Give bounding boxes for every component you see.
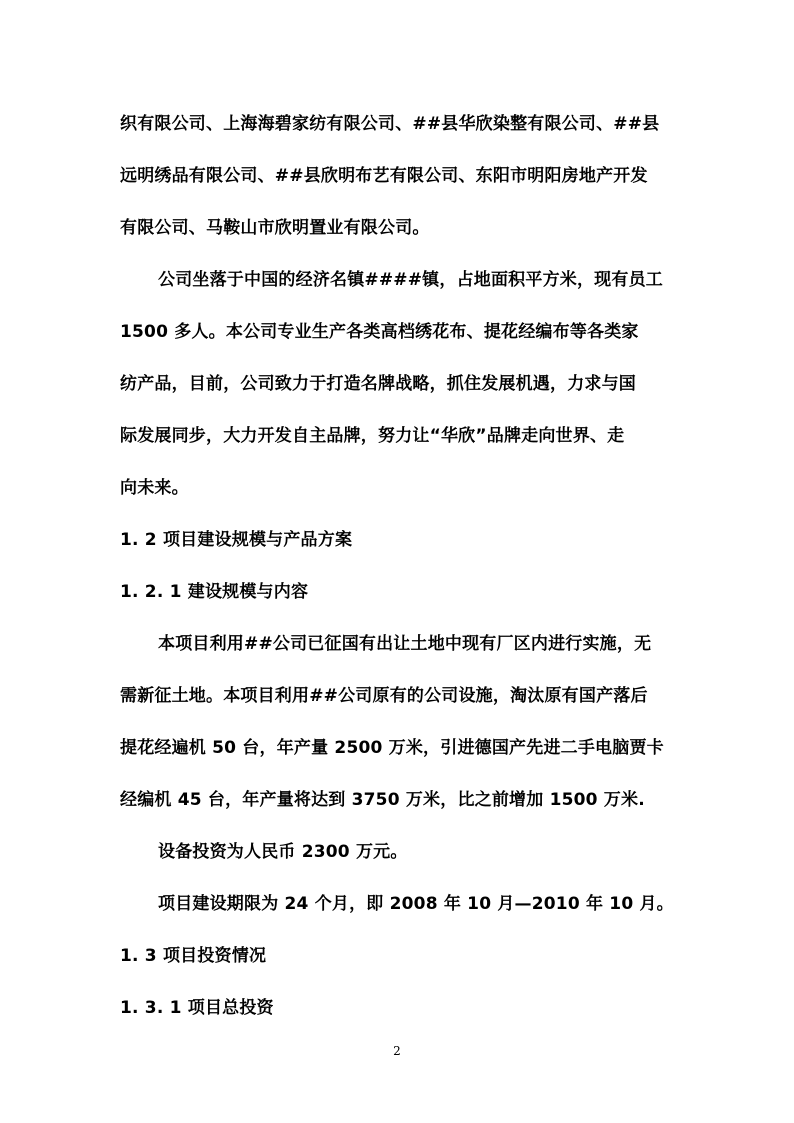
- equipment-investment-line: 设备投资为人民币 2300 万元。: [158, 842, 408, 862]
- section-heading-1-2-1: 1. 2. 1 建设规模与内容: [120, 582, 309, 602]
- body-line-7: 际发展同步，大力开发自主品牌，努力让“华欣”品牌走向世界、走: [120, 426, 625, 446]
- body-line-6: 纺产品，目前，公司致力于打造名牌战略，抓住发展机遇，力求与国: [120, 374, 636, 394]
- page-number: 2: [393, 1044, 401, 1058]
- body-line-2: 远明绣品有限公司、##县欣明布艺有限公司、东阳市明阳房地产开发: [120, 166, 648, 186]
- body-line-8: 向未来。: [120, 478, 189, 498]
- construction-period-line: 项目建设期限为 24 个月，即 2008 年 10 月—2010 年 10 月。: [158, 894, 674, 914]
- body-line-4: 公司坐落于中国的经济名镇####镇，占地面积平方米，现有员工: [158, 270, 663, 290]
- section-heading-1-3-1: 1. 3. 1 项目总投资: [120, 998, 274, 1018]
- body-line-1: 织有限公司、上海海碧家纺有限公司、##县华欣染整有限公司、##县: [120, 114, 660, 134]
- body-line-3: 有限公司、马鞍山市欣明置业有限公司。: [120, 218, 430, 238]
- scale-line-1: 本项目利用##公司已征国有出让土地中现有厂区内进行实施，无: [158, 634, 652, 654]
- scale-line-3: 提花经遍机 50 台，年产量 2500 万米，引进德国产先进二手电脑贾卡: [120, 738, 664, 758]
- section-heading-1-2: 1. 2 项目建设规模与产品方案: [120, 530, 353, 550]
- body-line-5: 1500 多人。本公司专业生产各类高档绣花布、提花经编布等各类家: [120, 322, 639, 342]
- section-heading-1-3: 1. 3 项目投资情况: [120, 946, 267, 966]
- scale-line-2: 需新征土地。本项目利用##公司原有的公司设施，淘汰原有国产落后: [120, 686, 648, 706]
- scale-line-4: 经编机 45 台，年产量将达到 3750 万米，比之前增加 1500 万米.: [120, 790, 645, 810]
